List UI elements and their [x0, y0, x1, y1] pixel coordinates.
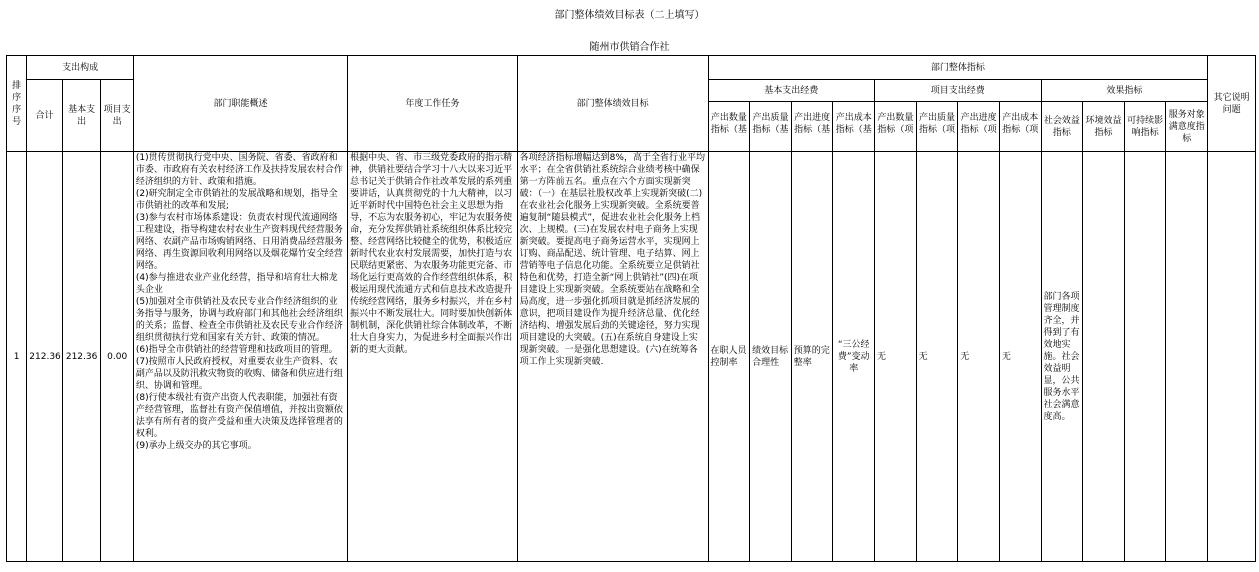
header-basic-quality: 产出质量指标（基 [752, 113, 789, 135]
header-overall-goal: 部门整体绩效目标 [517, 56, 708, 152]
header-effect: 效果指标 [1041, 80, 1208, 102]
header-annual-task: 年度工作任务 [348, 56, 518, 152]
row-overall-goal: 各项经济指标增幅达到8%，高于全省行业平均水平；在全省供销社系统综合业绩考核中确保第一方阵前五名。重点在六个方面实现新突破：（一）在基层社股权改革上实现新突破(二)在农业社会化服务上实现新突破。全系统要普遍复制“随县模式”，促进农业社会化服务上档次、上规模。(三)在发展农村电子商务上实现新突破。要提高电子商务运营水平，实现网上订购、商品配送、统计管理、电子结算、网上营销等电子信息化功能。全系统要立足供销社特色和优势，打造全新“网上供销社”(四)在项目建设上实现新突破。全系统要站在战略和全局高度，进一步强化抓项目就是抓经济发展的意识，把项目建设作为提升经济总量、优化经济结构、增强发展后劲的关键途径，努力实现项目建设的大突破。(五)在系统自身建设上实现新突破。一是强化思想建设。(六)在统筹各项工作上实现新突破. [517, 152, 708, 562]
header-basic-progress: 产出进度指标（基 [794, 113, 831, 135]
header-basic-fund: 基本支出经费 [708, 80, 875, 102]
row-basic-cost: “三公经费”变动率 [833, 152, 875, 562]
header-overall-indicators: 部门整体指标 [708, 56, 1208, 80]
header-project-fund: 项目支出经费 [875, 80, 1042, 102]
row-proj-quality: 无 [916, 152, 958, 562]
performance-table [6, 55, 1256, 562]
header-basic: 基本支出 [62, 80, 101, 152]
header-expense-composition: 支出构成 [27, 56, 134, 80]
header-satisfaction: 服务对象满意度指标 [1166, 102, 1208, 152]
row-basic-qty: 在职人员控制率 [708, 152, 750, 562]
header-function: 部门职能概述 [133, 56, 347, 152]
header-proj-qty: 产出数量指标（项 [877, 113, 914, 135]
row-social: 部门各项管理制度齐全，并得到了有效地实施。社会效益明显，公共服务水平社会满意度高。 [1041, 152, 1083, 562]
header-project: 项目支出 [101, 80, 133, 152]
header-total: 合计 [27, 80, 63, 152]
table-row [7, 152, 1256, 562]
row-proj-cost: 无 [999, 152, 1041, 562]
row-total: 212.36 [27, 152, 63, 562]
row-environment [1083, 152, 1125, 562]
row-satisfaction [1166, 152, 1208, 562]
row-proj-progress: 无 [958, 152, 1000, 562]
row-basic: 212.36 [62, 152, 101, 562]
header-proj-cost: 产出成本指标（项 [1002, 113, 1039, 135]
row-annual-task: 根据中央、省、市三级党委政府的指示精神，供销社要结合学习十八大以来习近平总书记关于供销合作社改革发展的系列重要讲话，认真贯彻党的十九大精神，以习近平新时代中国特色社会主义思想为指导，不忘为农服务初心，牢记为农服务使命，充分发挥供销社系统组织体系比较完整、经营网络比较健全的优势，积极适应新时代农业农村发展需要，加快打造与农民联结更紧密、为农服务功能更完备、市场化运行更高效的合作经营组织体系，积极运用现代流通方式和信息技术改造提升传统经营网络，服务乡村振兴，并在乡村振兴中不断发展壮大。同时要加快创新体制机制，深化供销社综合体制改革，不断壮大自身实力，为促进乡村全面振兴作出新的更大贡献。 [348, 152, 518, 562]
organization-name: 随州市供销合作社 [589, 42, 670, 53]
header-basic-qty: 产出数量指标（基 [710, 113, 747, 135]
row-seq: 1 [7, 152, 27, 562]
row-project: 0.00 [101, 152, 133, 562]
header-environment: 环境效益指标 [1083, 102, 1125, 152]
row-basic-quality: 绩效目标合理性 [750, 152, 792, 562]
row-other [1208, 152, 1256, 562]
row-sustainable [1124, 152, 1166, 562]
header-proj-progress: 产出进度指标（项 [960, 113, 997, 135]
header-other: 其它说明问题 [1208, 56, 1256, 152]
header-social: 社会效益指标 [1041, 102, 1083, 152]
page-title: 部门整体绩效目标表（二上填写） [554, 10, 705, 21]
header-proj-quality: 产出质量指标（项 [918, 113, 955, 135]
header-basic-cost: 产出成本指标（基 [835, 113, 872, 135]
row-function: (1)贯传贯彻执行党中央、国务院、省委、省政府和市委、市政府有关农村经济工作及扶持发展农村合作经济组织的方针、政策和措施。 (2)研究制定全市供销社的发展战略和规划，指导全市供销社的改革和发展; (3)参与农村市场体系建设：负责农村现代流通网络工程建设，指导构建农村农业生产资料现代经营服务网络、农副产品市场购销网络、日用消费品经营服务网络、再生资源回收利用网络以及烟花爆竹安全经营网络。 (4)参与推进农业产业化经营，指导和培育壮大棉龙头企业 (5)加强对全市供销社及农民专业合作经济组织的业务指导与服务，协调与政府部门和其他社会经济组织的关系；监督、检查全市供销社及农民专业合作经济组织贯彻执行党和国家有关方针、政策的情况。 (6)指导全市供销社的经营管理和技政项目的管理。 (7)按照市人民政府授权，对重要农业生产资料、农副产品以及防汛救灾物资的收购、储备和供应进行组织、协调和管理。 (8)行使本级社有资产出资人代表职能，加强社有资产经营管理，监督社有资产保值增值，并按出资额依法享有所有者的资产受益和重大决策及选择管理者的权利。 (9)承办上级交办的其它事项。 [133, 152, 347, 562]
row-proj-qty: 无 [875, 152, 917, 562]
header-sustainable: 可持续影响指标 [1124, 102, 1166, 152]
row-basic-progress: 预算的完整率 [791, 152, 833, 562]
header-seq: 排序序号 [7, 56, 27, 152]
